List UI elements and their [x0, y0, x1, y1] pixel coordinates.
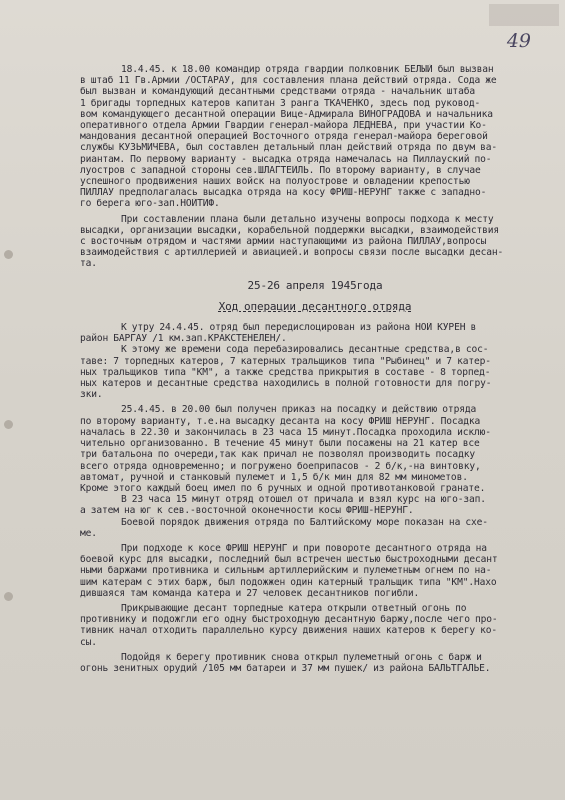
archive-stamp-mark [489, 4, 559, 26]
binding-hole [4, 250, 13, 259]
paragraph-return-fire [80, 603, 550, 648]
text-line: высадки, организации высадки, корабельной поддержки высадки, взаимодействия [80, 224, 499, 236]
binding-hole [4, 592, 13, 601]
text-line: сы. [80, 636, 97, 648]
text-line: а затем на юг к сев.-восточной оконечности косы ФРИШ-НЕРУНГ. [80, 505, 414, 517]
text-line: При подходе к косе ФРИШ НЕРУНГ и при повороте десантного отряда на [80, 542, 487, 554]
text-line: с восточным отрядом и частями армии наступающими из района ПИЛЛАУ,вопросы [80, 236, 487, 248]
text-line: В 23 часа 15 минут отряд отошел от причала и взял курс на юго-зап. [80, 494, 486, 506]
text-line: ме. [80, 527, 97, 539]
text-line: мандования десантной операцией Восточного отряда генерал-майора береговой [80, 131, 488, 143]
text-line: го берега юго-зап.НОЙТИФ. [80, 198, 220, 210]
text-line: три батальона по очереди,так как причал не позволял производить посадку [80, 449, 475, 461]
paragraph-departure [80, 494, 550, 516]
text-line: ными баржами противника и сильным артиллерийским и пулеметным огнем по на- [80, 565, 492, 577]
paragraph-enemy-contact [80, 543, 550, 599]
text-line: успешного продвижения наших войск на полуострове и овладении крепостью [80, 176, 470, 188]
text-line: К утру 24.4.45. отряд был передислоцирован из района НОЙ КУРЕН в [80, 322, 477, 334]
paragraph-landing-craft [80, 344, 550, 400]
text-line: был вызван и командующий десантными средствами отряда - начальник штаба [80, 86, 475, 98]
document-body [80, 64, 550, 674]
text-line: 18.4.45. к 18.00 командир отряда гвардии полковник БЕЛЫЙ был вызван [80, 64, 494, 75]
text-line: таве: 7 торпедных катеров, 7 катерных тральщиков типа "Рыбинец" и 7 катер- [80, 355, 491, 367]
section-heading: Ход операции десантного отряда [218, 299, 412, 313]
paragraph-embarkation [80, 404, 550, 494]
text-line: службы КУЗЬМИЧЕВА, был составлен детальный план действий отряда по двум ва- [80, 142, 497, 154]
text-line: При составлении плана были детально изучены вопросы подхода к месту [80, 213, 494, 225]
text-line: всего отряда одновременно; и погружено боеприпасов - 2 б/к,-на винтовку, [80, 460, 481, 472]
text-line: взаимодействия с артиллерией и авиацией.и вопросы связи после высадки десан- [80, 247, 504, 259]
text-line: боевой курс для высадки, последний был встречен шестью быстроходными десант [80, 554, 498, 566]
text-line: противнику и подожгли его одну быстроходную десантную баржу,после чего про- [80, 614, 498, 626]
binding-hole [4, 420, 13, 429]
text-line: в штаб 11 Гв.Армии /ОСТАРАУ, для составления плана действий отряда. Сода же [80, 75, 497, 87]
text-line: 25.4.45. в 20.00 был получен приказ на посадку и действию отряда [80, 404, 477, 416]
text-line: Подойдя к берегу противник снова открыл пулеметный огонь с барж и [80, 651, 482, 663]
text-line: Прикрывающие десант торпедные катера открыли ответный огонь по [80, 602, 467, 614]
text-line: Кроме этого каждый боец имел по 6 ручных и одной противотанковой гранате. [80, 482, 486, 494]
text-line: Боевой порядок движения отряда по Балтийскому море показан на схе- [80, 516, 488, 528]
text-line: ных катеров и десантные средства находились в полной готовности для погру- [80, 378, 492, 390]
paragraph-approach [80, 652, 550, 674]
page-number: 49 [506, 30, 531, 52]
text-line: зки. [80, 389, 103, 401]
text-line: ных тральщиков типа "КМ", а также средства прикрытия в составе - 8 торпед- [80, 366, 491, 378]
paragraph-redeployment [80, 322, 550, 344]
text-line: оперативного отдела Армии Гвардии генерал-майора ЛЕДНЕВА, при участии Ко- [80, 120, 487, 132]
text-line: началась в 22.30 и закончилась в 23 часа 15 минут.Посадка проходила исклю- [80, 426, 491, 438]
text-line: та. [80, 258, 97, 270]
text-line: чительно организованно. В течение 45 минут были посажены на 21 катер все [80, 438, 480, 450]
text-line: ПИЛЛАУ предполагалась высадка отряда на косу ФРИШ-НЕРУНГ также с западно- [80, 187, 487, 199]
text-line: район БАРГАУ /1 км.зап.КРАКСТЕНЕЛЕН/. [80, 333, 287, 345]
paragraph-battle-order [80, 517, 550, 539]
text-line: риантам. По первому варианту - высадка отряда намечалась на Пиллауский по- [80, 153, 492, 165]
paragraph-planning [80, 64, 550, 210]
text-line: дившаяся там команда катера и 27 человек десантников погибли. [80, 587, 420, 599]
date-heading: 25-26 апреля 1945года [247, 278, 383, 292]
text-line: шим катерам с этих барж, был подожжен один катерный тральщик типа "КМ".Нахо [80, 576, 497, 588]
text-line: вом командующего десантной операции Вице-Адмирала ВИНОГРАДОВА и начальника [80, 108, 493, 120]
text-line: автомат, ручной и станковый пулемет и 1,5 б/к мин для 82 мм минометов. [80, 471, 468, 483]
text-line: тивник начал отходить параллельно курсу движения наших катеров к берегу ко- [80, 625, 497, 637]
paragraph-plan-details [80, 214, 550, 270]
text-line: 1 бригады торпедных катеров капитан 3 ранга ТКАЧЕНКО, здесь под руковод- [80, 97, 481, 109]
text-line: по второму варианту, т.е.на высадку десанта на косу ФРИШ НЕРУНГ. Посадка [80, 415, 481, 427]
text-line: луостров с западной стороны сев.ШЛАГТЕЙЛЬ. По второму варианту, в случае [80, 164, 481, 176]
text-line: К этому же времени сода перебазировались десантные средства,в сос- [80, 344, 489, 356]
text-line: огонь зенитных орудий /105 мм батареи и 37 мм пушек/ из района БАЛЬТГАЛЬЕ. [80, 662, 491, 674]
